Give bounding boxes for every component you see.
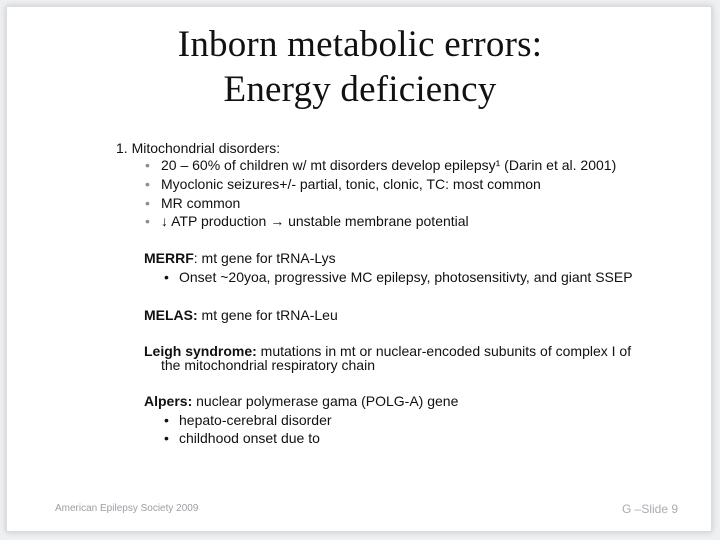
melas-line [144, 307, 338, 324]
slide-title [0, 22, 720, 112]
bullet-glyph: • [145, 213, 150, 229]
bullet-glyph: • [164, 430, 169, 446]
bullet-item: 20 – 60% of children w/ mt disorders develop epilepsy¹ (Darin et al. 2001) [161, 157, 617, 173]
alpers-line [144, 393, 458, 410]
melas-text: mt gene for tRNA-Leu [197, 307, 338, 323]
bullet-item: ↓ ATP production → unstable membrane potential [161, 213, 469, 229]
bullet-item: Myoclonic seizures+/- partial, tonic, clonic, TC: most common [161, 176, 541, 192]
alpers-label: Alpers: [144, 393, 193, 409]
melas-label: MELAS: [144, 307, 198, 323]
bullet-glyph: • [164, 412, 169, 428]
bullet-glyph: • [145, 195, 150, 211]
slide-number: G –Slide 9 [622, 502, 679, 516]
title-line-2: Energy deficiency [223, 69, 497, 110]
merrf-label: MERRF [144, 250, 194, 266]
bullet-glyph: • [164, 269, 169, 285]
leigh-text: mutations in mt or nuclear-encoded subunits of complex I of [256, 343, 632, 359]
merrf-text: : mt gene for tRNA-Lys [193, 250, 336, 266]
alpers-text: nuclear polymerase gama (POLG-A) gene [192, 393, 459, 409]
bullet-item: childhood onset due to [179, 430, 320, 446]
bullet-glyph: • [145, 157, 150, 173]
section-heading: 1. Mitochondrial disorders: [116, 140, 281, 156]
leigh-label: Leigh syndrome: [144, 343, 257, 359]
merrf-line [144, 250, 336, 267]
leigh-line-2: the mitochondrial respiratory chain [161, 357, 375, 373]
footer-left: American Epilepsy Society 2009 [55, 503, 199, 514]
bullet-item: MR common [161, 195, 241, 211]
title-line-1: Inborn metabolic errors: [177, 24, 543, 65]
bullet-item: Onset ~20yoa, progressive MC epilepsy, photosensitivty, and giant SSEP [179, 269, 633, 285]
bullet-item: hepato-cerebral disorder [179, 412, 332, 428]
bullet-glyph: • [145, 176, 150, 192]
